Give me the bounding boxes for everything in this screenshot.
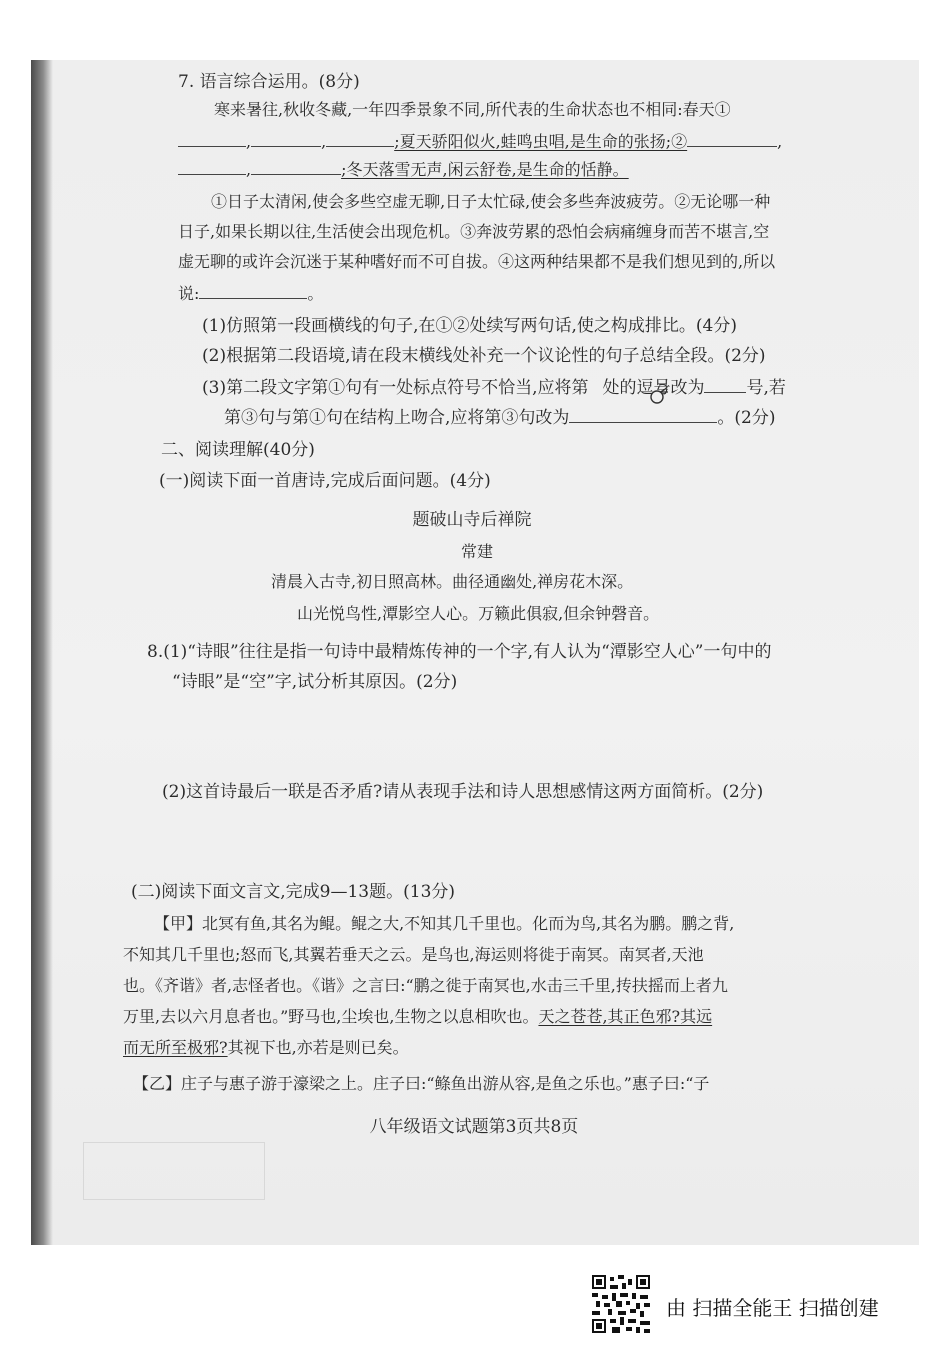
scanner-watermark (592, 1275, 932, 1333)
jia-line5: 而无所至极邪?其视下也,亦若是则已矣。 (123, 1038, 409, 1057)
q7-sub2: (2)根据第二段语境,请在段末横线处补充一个议论性的句子总结全段。(2分) (202, 346, 766, 366)
handwritten-mark (648, 382, 670, 406)
q8-line1: 8.(1)“诗眼”往往是指一句诗中最精炼传神的一个字,有人认为“潭影空人心”一句中的 (147, 642, 772, 662)
poem-line2: 山光悦鸟性,潭影空人心。万籁此俱寂,但余钟磬音。 (297, 604, 660, 623)
blank-spring-3[interactable] (326, 132, 394, 147)
jia-line3: 也。《齐谐》者,志怪者也。《谐》之言曰:“鹏之徙于南冥也,水击三千里,抟扶摇而上者九 (123, 976, 728, 995)
q7-p1-line3: , ;冬天落雪无声,闲云舒卷,是生命的恬静。 (178, 160, 629, 180)
part2-intro: (二)阅读下面文言文,完成9—13题。(13分) (131, 882, 456, 902)
jia-line4: 万里,去以六月息者也。”野马也,尘埃也,生物之以息相吹也。天之苍苍,其正色邪?其远 (123, 1007, 713, 1026)
blank-autumn-3[interactable] (251, 160, 341, 175)
scanner-footer-text: 由 扫描全能王 扫描创建 (666, 1296, 879, 1320)
part1-intro: (一)阅读下面一首唐诗,完成后面问题。(4分) (159, 471, 491, 491)
page-number: 八年级语文试题第3页共8页 (369, 1117, 579, 1137)
q7-sub3-line1: (3)第二段文字第①句有一处标点符号不恰当,应将第 处的逗号改为 号,若 (202, 378, 786, 398)
poem-line1: 清晨入古寺,初日照高林。曲径通幽处,禅房花木深。 (271, 572, 634, 591)
q7-sub1: (1)仿照第一段画横线的句子,在①②处续写两句话,使之构成排比。(4分) (202, 316, 737, 336)
q8-sub2: (2)这首诗最后一联是否矛盾?请从表现手法和诗人思想感情这两方面简析。(2分) (162, 782, 764, 802)
blank-spring-2[interactable] (251, 132, 321, 147)
poem-author: 常建 (460, 542, 493, 561)
q8-line2: “诗眼”是“空”字,试分析其原因。(2分) (172, 672, 458, 692)
qr-code-icon (592, 1275, 650, 1333)
q7-p2-line4: 说: 。 (178, 284, 324, 303)
blank-spring-1[interactable] (178, 132, 246, 147)
q7-p1-line2: , , ;夏天骄阳似火,蛙鸣虫唱,是生命的张扬;② , (178, 132, 782, 152)
poem-title: 题破山寺后禅院 (412, 510, 532, 530)
q7-p1-line1: 寒来暑往,秋收冬藏,一年四季景象不同,所代表的生命状态也不相同:春天① (214, 100, 731, 119)
q7-title: 7. 语言综合运用。(8分) (178, 72, 360, 92)
blank-autumn-2[interactable] (178, 160, 246, 175)
blank-rewrite[interactable] (569, 408, 717, 423)
score-box (83, 1142, 265, 1200)
section-reading-title: 二、阅读理解(40分) (161, 440, 315, 460)
q7-sub3-line2: 第③句与第①句在结构上吻合,应将第③句改为 。(2分) (224, 408, 776, 428)
jia-line2: 不知其几千里也;怒而飞,其翼若垂天之云。是鸟也,海运则将徙于南冥。南冥者,天池 (123, 945, 704, 964)
jia-line1: 【甲】北冥有鱼,其名为鲲。鲲之大,不知其几千里也。化而为鸟,其名为鹏。鹏之背, (154, 914, 735, 933)
q7-p2-line2: 日子,如果长期以往,生活使会出现危机。③奔波劳累的恐怕会病痛缠身而苦不堪言,空 (178, 222, 770, 241)
blank-autumn-1[interactable] (687, 132, 777, 147)
yi-line1: 【乙】庄子与惠子游于濠梁之上。庄子曰:“鲦鱼出游从容,是鱼之乐也。”惠子曰:“子 (133, 1074, 710, 1093)
blank-punctuation[interactable] (704, 378, 746, 393)
scanned-exam-page (31, 60, 919, 1245)
q7-p2-line3: 虚无聊的或许会沉迷于某种嗜好而不可自拔。④这两种结果都不是我们想见到的,所以 (178, 252, 776, 271)
q7-p2-line1: ①日子太清闲,使会多些空虚无聊,日子太忙碌,使会多些奔波疲劳。②无论哪一种 (211, 192, 771, 211)
page-edge-shadow (31, 60, 53, 1245)
blank-summary[interactable] (199, 284, 307, 299)
